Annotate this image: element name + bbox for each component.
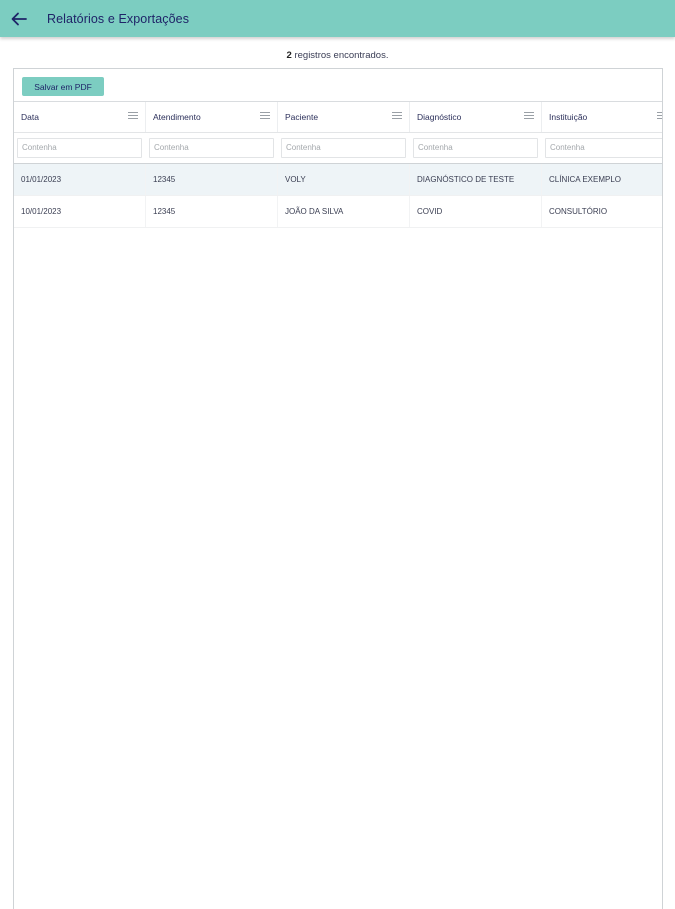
results-count-label: registros encontrados. bbox=[294, 50, 389, 61]
filter-cell bbox=[410, 133, 542, 163]
table-cell-data: 10/01/2023 bbox=[14, 196, 146, 227]
save-pdf-button[interactable]: Salvar em PDF bbox=[22, 77, 104, 96]
filter-input-atendimento[interactable] bbox=[149, 138, 274, 158]
table-cell-diagnostico: DIAGNÓSTICO DE TESTE bbox=[410, 164, 542, 195]
column-header-label: Data bbox=[21, 112, 39, 122]
table-cell-paciente: VOLY bbox=[278, 164, 410, 195]
filter-cell bbox=[542, 133, 663, 163]
column-header-data[interactable] bbox=[14, 102, 146, 132]
table-cell-data: 01/01/2023 bbox=[14, 164, 146, 195]
column-header-atendimento[interactable] bbox=[146, 102, 278, 132]
filter-cell bbox=[146, 133, 278, 163]
table-row[interactable] bbox=[14, 196, 663, 228]
table-filter-row bbox=[14, 133, 663, 164]
table-cell-paciente: JOÃO DA SILVA bbox=[278, 196, 410, 227]
column-header-label: Paciente bbox=[285, 112, 319, 122]
column-menu-icon[interactable] bbox=[657, 112, 663, 120]
table-cell-atendimento: 12345 bbox=[146, 164, 278, 195]
column-menu-icon[interactable] bbox=[260, 112, 270, 120]
table-cell-atendimento: 12345 bbox=[146, 196, 278, 227]
column-header-paciente[interactable] bbox=[278, 102, 410, 132]
filter-input-paciente[interactable] bbox=[281, 138, 406, 158]
app-bar bbox=[0, 0, 675, 37]
column-header-label: Instituição bbox=[549, 112, 588, 122]
column-header-label: Atendimento bbox=[153, 112, 201, 122]
filter-input-diagnostico[interactable] bbox=[413, 138, 538, 158]
back-button[interactable] bbox=[9, 9, 29, 29]
page-title: Relatórios e Exportações bbox=[47, 11, 190, 26]
report-table bbox=[14, 101, 663, 228]
table-header-row bbox=[14, 101, 663, 133]
filter-cell bbox=[14, 133, 146, 163]
column-menu-icon[interactable] bbox=[128, 112, 138, 120]
filter-input-instituicao[interactable] bbox=[545, 138, 663, 158]
filter-input-data[interactable] bbox=[17, 138, 142, 158]
arrow-left-icon bbox=[11, 12, 27, 26]
results-count bbox=[0, 50, 675, 61]
column-header-label: Diagnóstico bbox=[417, 112, 462, 122]
table-cell-diagnostico: COVID bbox=[410, 196, 542, 227]
filter-cell bbox=[278, 133, 410, 163]
report-panel bbox=[13, 68, 663, 909]
column-menu-icon[interactable] bbox=[524, 112, 534, 120]
table-cell-instituicao: CLÍNICA EXEMPLO bbox=[549, 175, 622, 184]
results-count-number: 2 bbox=[286, 50, 292, 61]
table-row[interactable] bbox=[14, 164, 663, 196]
column-header-instituicao[interactable] bbox=[542, 102, 663, 132]
column-menu-icon[interactable] bbox=[392, 112, 402, 120]
table-cell-instituicao: CONSULTÓRIO bbox=[549, 207, 608, 216]
column-header-diagnostico[interactable] bbox=[410, 102, 542, 132]
